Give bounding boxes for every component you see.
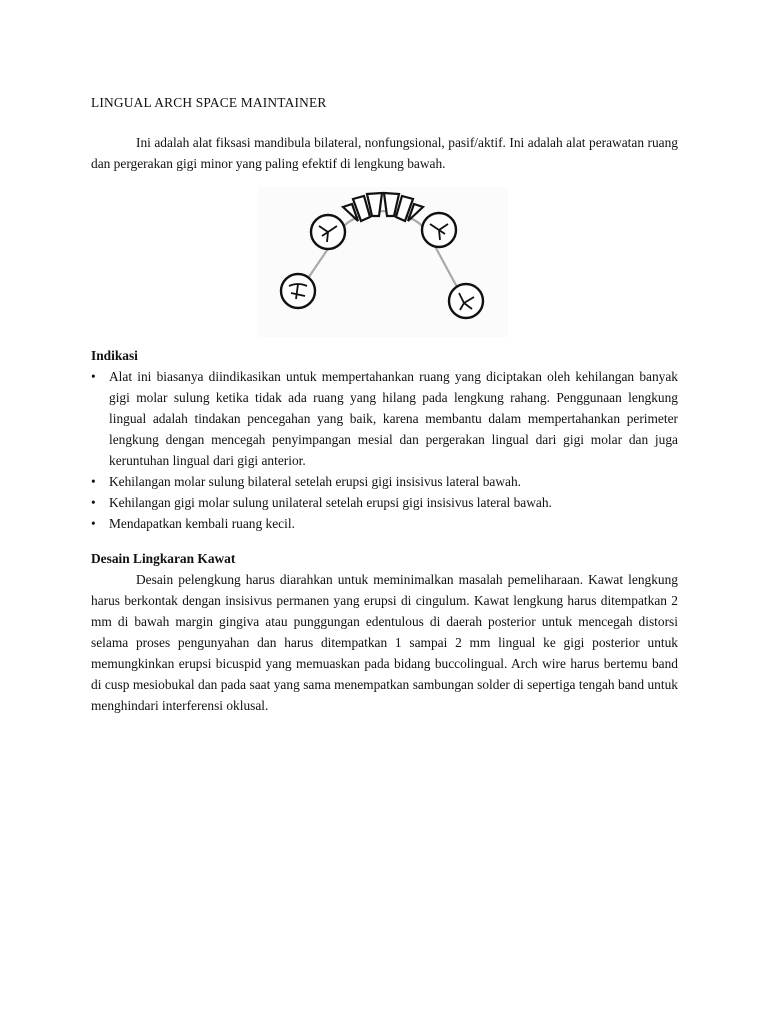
list-item: • Mendapatkan kembali ruang kecil. [91, 513, 678, 534]
bullet-icon: • [91, 516, 96, 531]
bullet-icon: • [91, 495, 96, 510]
lingual-arch-svg [258, 187, 508, 337]
bullet-icon: • [91, 474, 96, 489]
list-item: • Alat ini biasanya diindikasikan untuk mempertahankan ruang yang diciptakan oleh kehilangan banyak gigi molar sulung ketika tidak ada ruang yang hilang pada lengkung rahang. Penggunaan lengkung lingual adalah tindakan pencegahan yang baik, karena membantu dalam mempertahankan perimeter lengkung dengan mencegah penyimpangan mesial dan pergerakan lingual dari gigi molar dan juga keruntuhan lingual dari gigi anterior. [91, 366, 678, 471]
bullet-icon: • [91, 369, 96, 384]
intro-paragraph: Ini adalah alat fiksasi mandibula bilateral, nonfungsional, pasif/aktif. Ini adalah alat perawatan ruang dan pergerakan gigi minor yang paling efektif di lengkung bawah. [91, 135, 678, 171]
molar-left [281, 274, 315, 308]
list-item: • Kehilangan molar sulung bilateral setelah erupsi gigi insisivus lateral bawah. [91, 471, 678, 492]
list-item: • Kehilangan gigi molar sulung unilateral setelah erupsi gigi insisivus lateral bawah. [91, 492, 678, 513]
indikasi-list [91, 366, 678, 534]
molar-right [449, 284, 483, 318]
section-heading-indikasi: Indikasi [91, 348, 138, 363]
premolar-left [311, 215, 345, 249]
desain-paragraph: Desain pelengkung harus diarahkan untuk meminimalkan masalah pemeliharaan. Kawat lengkung harus berkontak dengan insisivus permanen yang erupsi di cingulum. Kawat lengkung harus ditempatkan 2 mm di bawah margin gingiva atau punggungan edentulous di daerah posterior untuk mencegah distorsi selama proses pengunyahan dan harus ditempatkan 1 sampai 2 mm lingual ke gigi posterior untuk memungkinkan erupsi bicuspid yang memuaskan pada bidang buccolingual. Arch wire harus bertemu band di cusp mesiobukal dan pada saat yang sama menempatkan sambungan solder di sepertiga tengah band untuk menghindari interferensi oklusal. [91, 572, 678, 713]
premolar-right [422, 213, 456, 247]
document-page [91, 92, 678, 716]
document-title: LINGUAL ARCH SPACE MAINTAINER [91, 95, 327, 110]
section-heading-desain: Desain Lingkaran Kawat [91, 551, 236, 566]
lingual-arch-diagram-icon [258, 187, 508, 337]
